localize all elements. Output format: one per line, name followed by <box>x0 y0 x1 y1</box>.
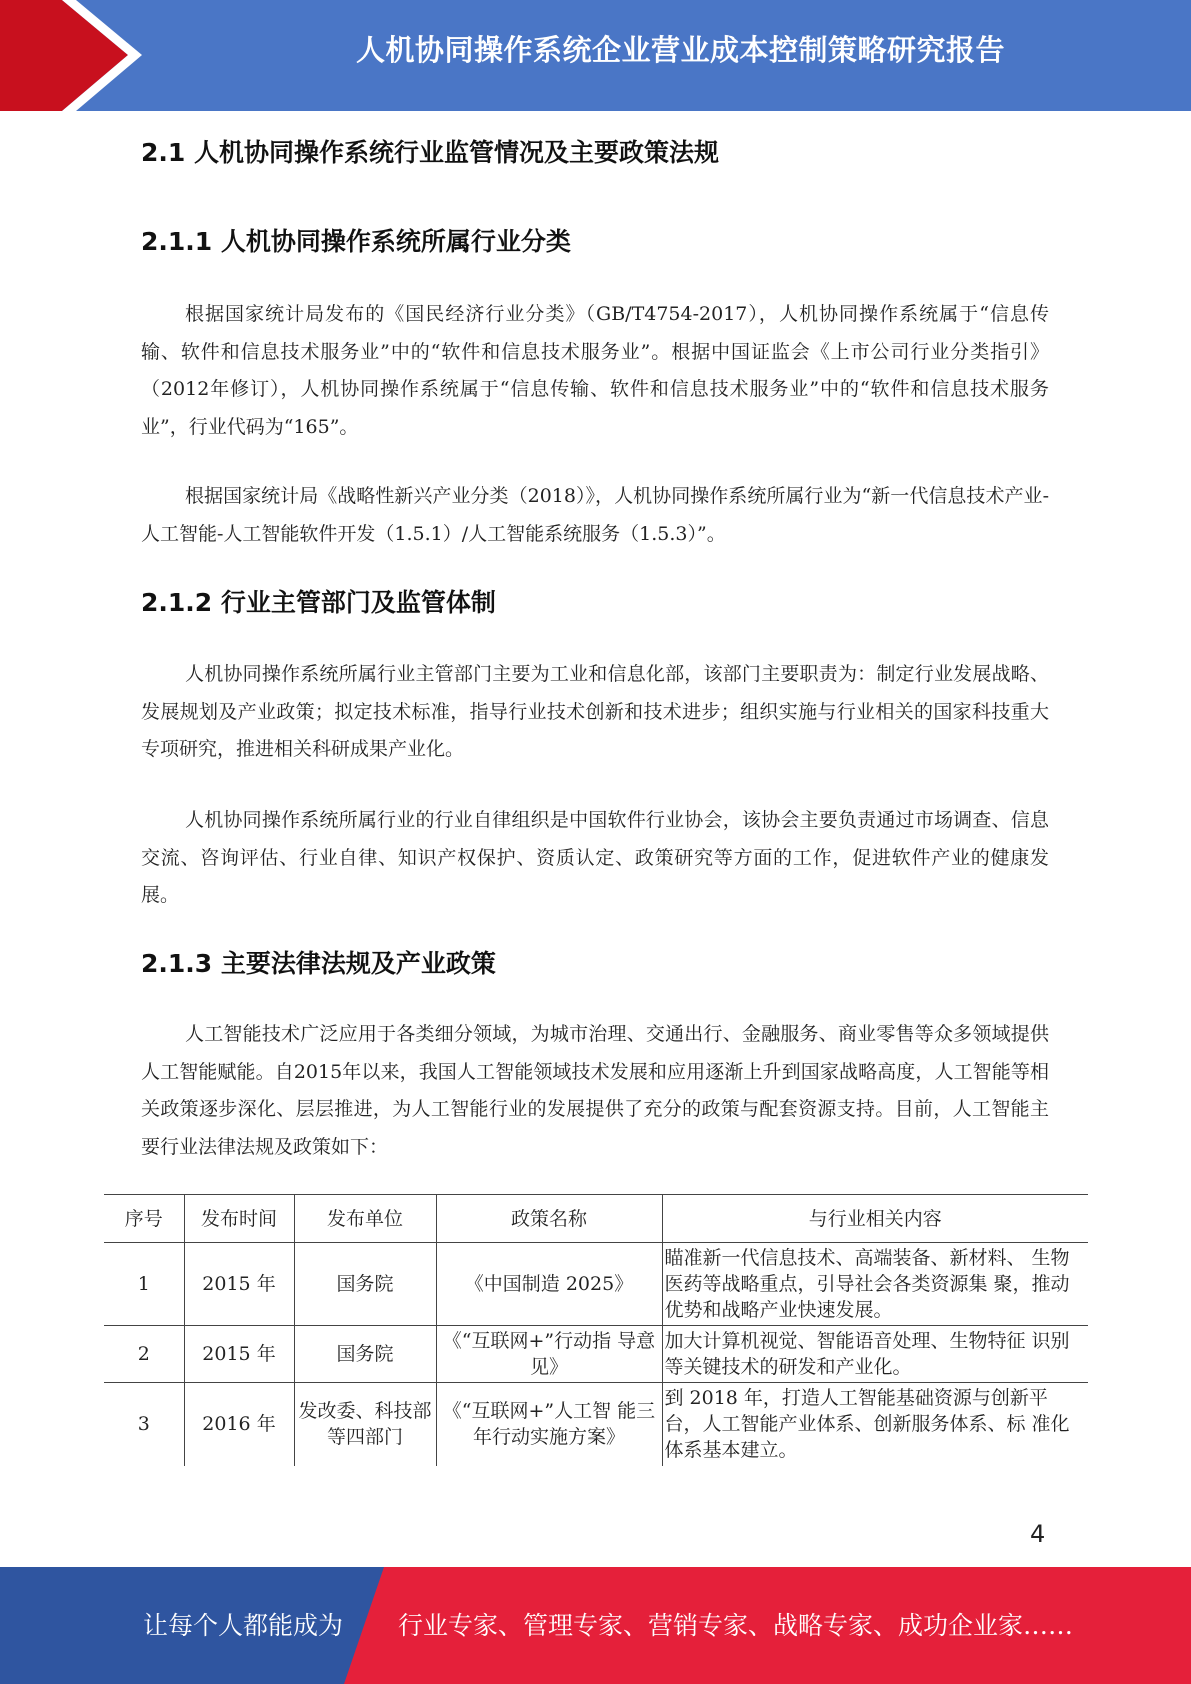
header-arrow-decoration <box>0 0 160 111</box>
table-cell: 瞄准新一代信息技术、高端装备、新材料、 生物医药等战略重点，引导社会各类资源集 聚，推动优势和战略产业快速发展。 <box>662 1243 1088 1326</box>
paragraph-industry-classification: 根据国家统计局发布的《国民经济行业分类》（GB/T4754-2017），人机协同操作系统属于“信息传输、软件和信息技术服务业”中的“软件和信息技术服务业”。根据中国证监会《上市公司行业分类指引》（2012年修订），人机协同操作系统属于“信息传输、软件和信息技术服务业”中的“软件和信息技术服务业”，行业代码为“165”。 <box>141 303 1049 438</box>
paragraph-self-regulation: 人机协同操作系统所属行业的行业自律组织是中国软件行业协会，该协会主要负责通过市场调查、信息交流、咨询评估、行业自律、知识产权保护、资质认定、政策研究等方面的工作，促进软件产业的健康发展。 <box>141 809 1049 906</box>
table-row <box>104 1243 1088 1326</box>
report-title: 人机协同操作系统企业营业成本控制策略研究报告 <box>355 33 1005 67</box>
section-heading-2-1: 2.1 人机协同操作系统行业监管情况及主要政策法规 <box>141 138 719 167</box>
paragraph-policy-intro: 人工智能技术广泛应用于各类细分领域，为城市治理、交通出行、金融服务、商业零售等众多领域提供人工智能赋能。自2015年以来，我国人工智能领域技术发展和应用逐渐上升到国家战略高度，人工智能等相关政策逐步深化、层层推进，为人工智能行业的发展提供了充分的政策与配套资源支持。目前，人工智能主要行业法律法规及政策如下： <box>141 1023 1049 1158</box>
table-row <box>104 1383 1088 1466</box>
footer-slogan-left: 让每个人都能成为 <box>143 1611 344 1640</box>
paragraph-strategic-industry: 根据国家统计局《战略性新兴产业分类（2018）》，人机协同操作系统所属行业为“新一代信息技术产业-人工智能-人工智能软件开发（1.5.1）/人工智能系统服务（1.5.3）”。 <box>141 485 1049 545</box>
table-cell: 2 <box>104 1326 184 1383</box>
table-cell: 《“互联网+”行动指 导意见》 <box>436 1326 662 1383</box>
table-header-cell: 政策名称 <box>436 1195 662 1243</box>
table-cell: 3 <box>104 1383 184 1466</box>
table-header-cell: 与行业相关内容 <box>662 1195 1088 1243</box>
footer-band <box>0 1567 1191 1684</box>
table-cell: 加大计算机视觉、智能语音处理、生物特征 识别等关键技术的研发和产业化。 <box>662 1326 1088 1383</box>
section-heading-2-1-3: 2.1.3 主要法律法规及产业政策 <box>141 949 496 978</box>
table-cell: 《“互联网+”人工智 能三年行动实施方案》 <box>436 1383 662 1466</box>
table-cell: 国务院 <box>294 1243 436 1326</box>
header-band <box>0 0 1191 111</box>
section-heading-2-1-2: 2.1.2 行业主管部门及监管体制 <box>141 588 496 617</box>
table-cell: 1 <box>104 1243 184 1326</box>
table-cell: 2015 年 <box>184 1326 294 1383</box>
paragraph-regulator: 人机协同操作系统所属行业主管部门主要为工业和信息化部，该部门主要职责为：制定行业发展战略、发展规划及产业政策；拟定技术标准，指导行业技术创新和技术进步；组织实施与行业相关的国家科技重大专项研究，推进相关科研成果产业化。 <box>141 663 1049 760</box>
table-header-row <box>104 1195 1088 1243</box>
table-header-cell: 序号 <box>104 1195 184 1243</box>
table-cell: 2015 年 <box>184 1243 294 1326</box>
table-cell: 发改委、科技部等四部门 <box>294 1383 436 1466</box>
footer-slogan-right: 行业专家、管理专家、营销专家、战略专家、成功企业家…… <box>398 1611 1074 1640</box>
table-cell: 《中国制造 2025》 <box>436 1243 662 1326</box>
table-header-cell: 发布单位 <box>294 1195 436 1243</box>
policy-table <box>104 1194 1088 1466</box>
table-header-cell: 发布时间 <box>184 1195 294 1243</box>
table-cell: 到 2018 年，打造人工智能基础资源与创新平 台，人工智能产业体系、创新服务体系、标 准化体系基本建立。 <box>662 1383 1088 1466</box>
table-cell: 国务院 <box>294 1326 436 1383</box>
section-heading-2-1-1: 2.1.1 人机协同操作系统所属行业分类 <box>141 227 571 256</box>
page-number: 4 <box>1030 1520 1046 1548</box>
table-cell: 2016 年 <box>184 1383 294 1466</box>
table-row <box>104 1326 1088 1383</box>
